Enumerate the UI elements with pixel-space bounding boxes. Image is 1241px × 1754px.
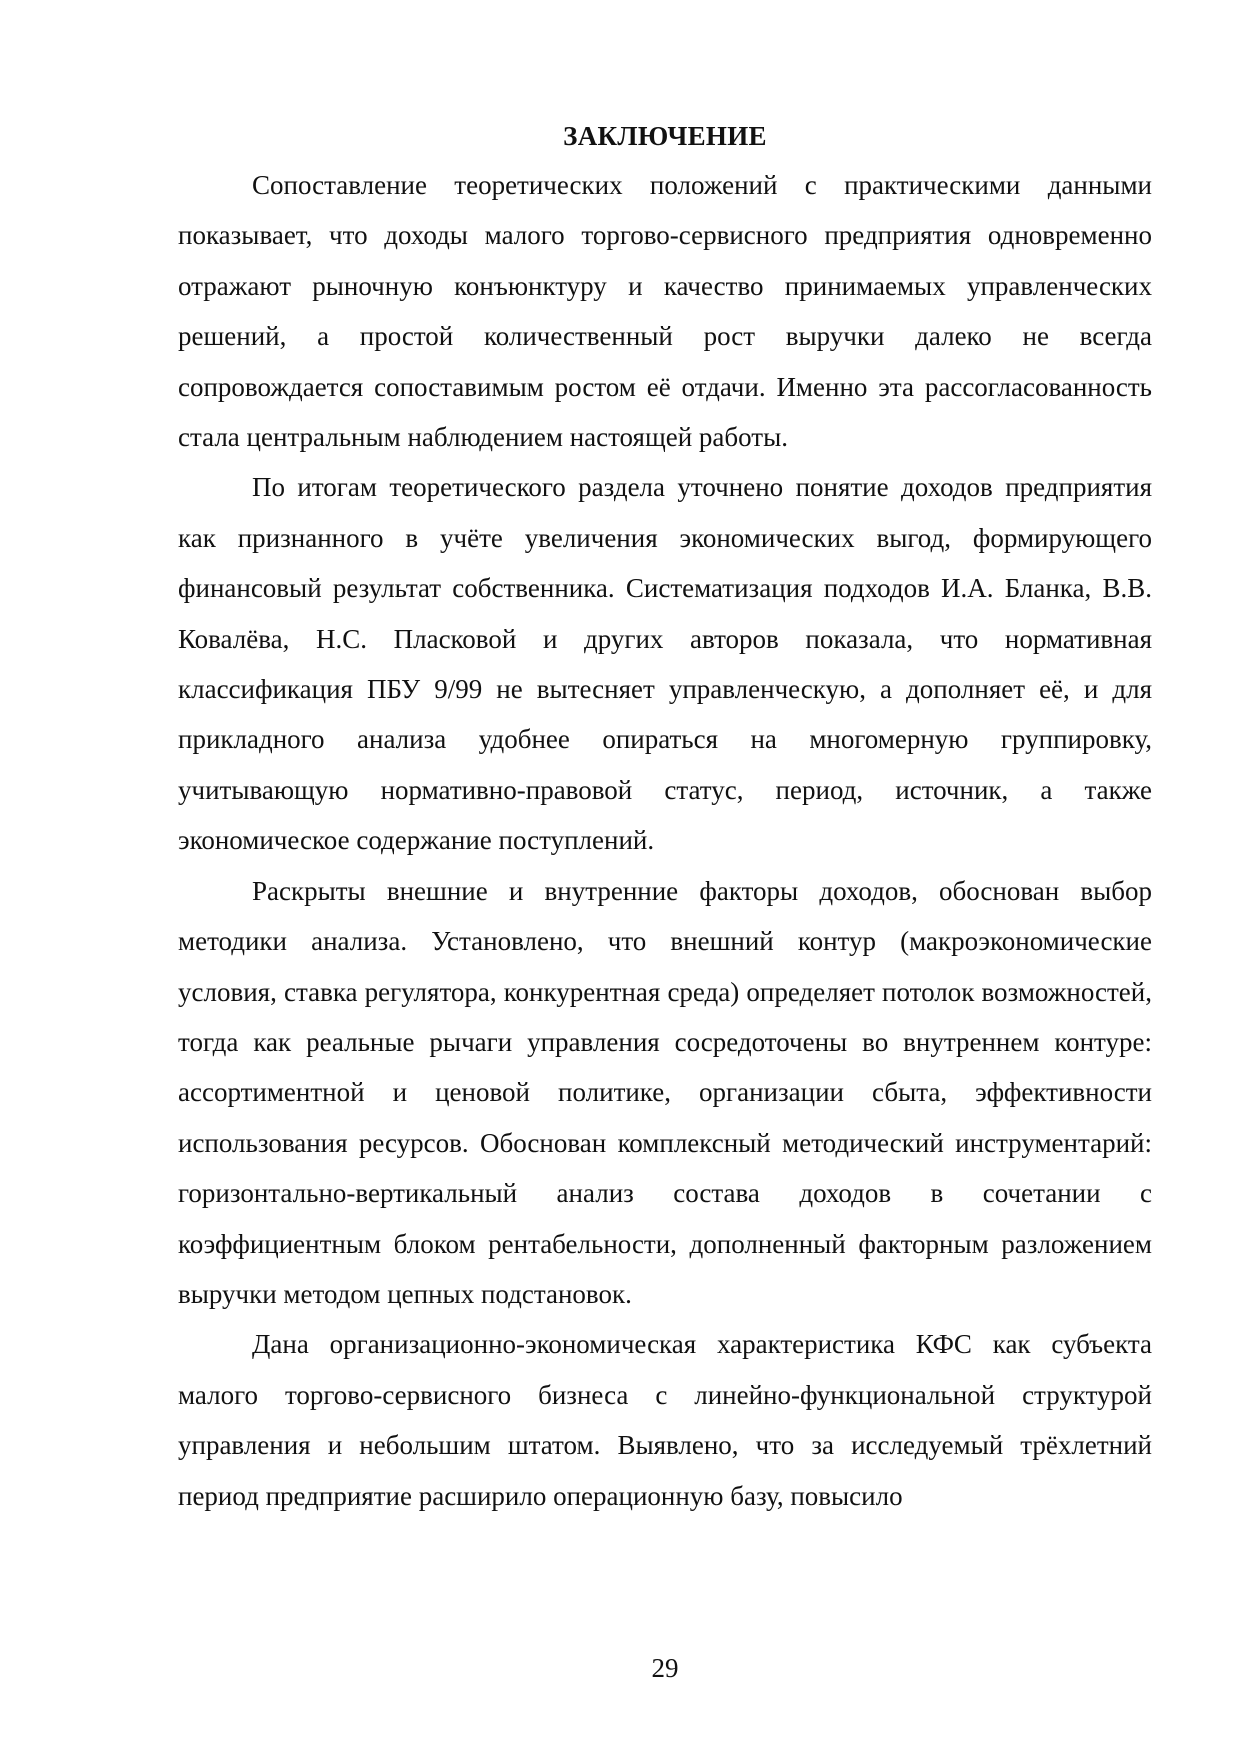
paragraph-1: Сопоставление теоретических положений с практическими данными показывает, что доходы малого торгово-сервисного предприятия одновременно отражают рыночную конъюнктуру и качество принимаемых управленческих решений, а простой количественный рост выручки далеко не всегда сопровождается сопоставимым ростом её отдачи. Именно эта рассогласованность стала центральным наблюдением настоящей работы. [178,170,1152,453]
paragraph-3: Раскрыты внешние и внутренние факторы доходов, обоснован выбор методики анализа. Установлено, что внешний контур (макроэкономические условия, ставка регулятора, конкурентная среда) определяет потолок возможностей, тогда как реальные рычаги управления сосредоточены во внутреннем контуре: ассортиментной и ценовой политике, организации сбыта, эффективности использования ресурсов. Обоснован комплексный методический инструментарий: горизонтально-вертикальный анализ состава доходов в сочетании с коэффициентным блоком рентабельности, дополненный факторным разложением выручки методом цепных подстановок. [178,875,1152,1309]
paragraph-2: По итогам теоретического раздела уточнено понятие доходов предприятия как признанного в учёте увеличения экономических выгод, формирующего финансовый результат собственника. Систематизация подходов И.А. Бланка, В.В. Ковалёва, Н.С. Пласковой и других авторов показала, что нормативная классификация ПБУ 9/99 не вытесняет управленческую, а дополняет её, и для прикладного анализа удобнее опираться на многомерную группировку, учитывающую нормативно-правовой статус, период, источник, а также экономическое содержание поступлений. [178,472,1152,856]
body-text [178,160,1152,1521]
paragraph-4: Дана организационно-экономическая характеристика КФС как субъекта малого торгово-сервисного бизнеса с линейно-функциональной структурой управления и небольшим штатом. Выявлено, что за исследуемый трёхлетний период предприятие расширило операционную базу, повысило [178,1329,1152,1511]
page-number: 29 [651,1653,679,1683]
section-heading: ЗАКЛЮЧЕНИЕ [563,121,767,151]
